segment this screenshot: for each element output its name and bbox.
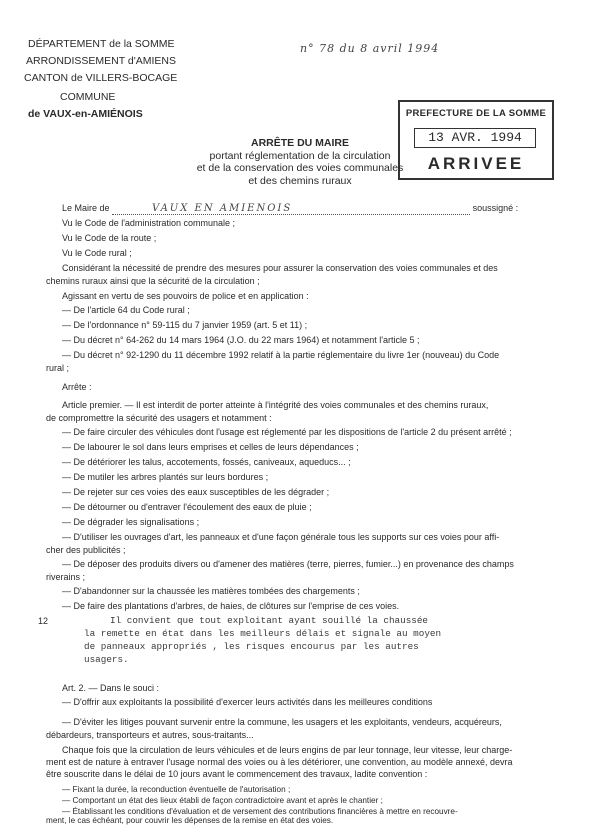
article-2-paragraph: être souscrite dans le délai de 10 jours avant le commencement des travaux, ladite convention : <box>46 769 428 779</box>
article-1-item: — De rejeter sur ces voies des eaux susceptibles de les dégrader ; <box>62 487 330 497</box>
typed-addition: Il convient que tout exploitant ayant souillé la chaussée <box>110 615 429 626</box>
maire-suffix: soussigné : <box>472 203 519 213</box>
issuer-header <box>22 38 177 121</box>
article-1-item: — De labourer le sol dans leurs emprises et celles de leurs dépendances ; <box>62 442 359 452</box>
canton-line: CANTON de VILLERS-BOCAGE <box>24 72 178 84</box>
title-line-4: et des chemins ruraux <box>248 174 352 187</box>
handwritten-reference: n° 78 du 8 avril 1994 <box>300 42 440 55</box>
maire-commune-field <box>112 203 470 215</box>
vu-line: Vu le Code de l'administration communale ; <box>62 218 235 228</box>
article-1-item: — De déposer des produits divers ou d'amener des matières (terre, pierres, fumier...) en provenance des champs <box>62 559 514 569</box>
article-1-item: cher des publicités ; <box>46 545 126 555</box>
maire-prefix: Le Maire de <box>62 203 110 213</box>
typed-addition: de panneaux appropriés , les risques encourus par les autres <box>84 641 419 652</box>
typed-addition: la remette en état dans les meilleurs délais et signale au moyen <box>84 628 442 639</box>
considerant-line: Considérant la nécessité de prendre des mesures pour assurer la conservation des voies communales et des <box>62 263 498 273</box>
maire-line <box>62 203 550 215</box>
article-1-item: — De détourner ou d'entraver l'écoulement des eaux de pluie ; <box>62 502 312 512</box>
article-1-item: riverains ; <box>46 572 86 582</box>
article-1-item: — De dégrader les signalisations ; <box>62 517 200 527</box>
application-item: rural ; <box>46 363 70 373</box>
item-number: 12 <box>38 616 49 626</box>
article-1-line: Article premier. — Il est interdit de porter atteinte à l'intégrité des voies communales et des chemins ruraux, <box>62 400 489 410</box>
commune-name: de VAUX-en-AMIÉNOIS <box>28 108 143 120</box>
considerant-line: chemins ruraux ainsi que la sécurité de la circulation ; <box>46 276 260 286</box>
article-1-item: — D'abandonner sur la chaussée les matières tombées des chargements ; <box>62 586 360 596</box>
article-2-heading: Art. 2. — Dans le souci : <box>62 683 160 693</box>
department-line: DÉPARTEMENT de la SOMME <box>28 38 175 50</box>
vu-line: Vu le Code de la route ; <box>62 233 157 243</box>
article-1-item: — D'utiliser les ouvrages d'art, les panneaux et d'une façon générale tous les supports sur ces voies pour affi- <box>62 532 500 542</box>
article-2-item: — D'offrir aux exploitants la possibilité d'exercer leurs activités dans les meilleures conditions <box>62 697 433 707</box>
article-2-item: — D'éviter les litiges pouvant survenir entre la commune, les usagers et les exploitants, vendeurs, acquéreurs, <box>62 717 502 727</box>
application-item: — Du décret n° 92-1290 du 11 décembre 1992 relatif à la partie réglementaire du livre 1er (nouveau) du Code <box>62 350 500 360</box>
title-line-1: ARRÊTE DU MAIRE <box>250 137 349 149</box>
article-2-item: débardeurs, transporteurs et autres, sous-traitants... <box>46 730 254 740</box>
stamp-prefecture: PREFECTURE DE LA SOMME <box>405 108 547 119</box>
application-item: — De l'ordonnance n° 59-115 du 7 janvier 1959 (art. 5 et 11) ; <box>62 320 308 330</box>
vu-line: Vu le Code rural ; <box>62 248 132 258</box>
agissant-line: Agissant en vertu de ses pouvoirs de police et en application : <box>62 291 309 301</box>
application-item: — Du décret n° 64-262 du 14 mars 1964 (J.O. du 22 mars 1964) et notamment l'article 5 ; <box>62 335 420 345</box>
document-title <box>160 137 440 187</box>
article-2-paragraph: ment est de nature à entraver l'usage normal des voies ou à les détériorer, une convention, au modèle annexé, devra <box>46 757 513 767</box>
stamp-date: 13 AVR. 1994 <box>414 128 536 148</box>
title-line-2: portant réglementation de la circulation <box>209 149 391 162</box>
convention-item: — Fixant la durée, la reconduction éventuelle de l'autorisation ; <box>62 785 291 794</box>
convention-item: — Établissant les conditions d'évaluation et de versement des contributions financières à mettre en recouvre- <box>62 807 458 816</box>
article-1-item: — De faire circuler des véhicules dont l'usage est réglementé par les dispositions de l'article 2 du présent arrêté ; <box>62 427 512 437</box>
article-1-item: — De détériorer les talus, accotements, fossés, caniveaux, aqueducs... ; <box>62 457 351 467</box>
article-2-paragraph: Chaque fois que la circulation de leurs véhicules et de leurs engins de par leur tonnage, leur vitesse, leur charge- <box>62 745 513 755</box>
application-item: — De l'article 64 du Code rural ; <box>62 305 190 315</box>
arrondissement-line: ARRONDISSEMENT d'AMIENS <box>26 55 177 67</box>
arrete-label: Arrête : <box>62 382 92 392</box>
convention-item: ment, le cas échéant, pour couvrir les dépenses de la remise en état des voies. <box>46 816 334 825</box>
article-1-item: — De faire des plantations d'arbres, de haies, de clôtures sur l'emprise de ces voies. <box>62 601 400 611</box>
title-line-3: et de la conservation des voies communales <box>196 162 404 174</box>
convention-item: — Comportant un état des lieux établi de façon contradictoire avant et après le chantier ; <box>62 796 383 805</box>
article-1-item: — De mutiler les arbres plantés sur leurs bordures ; <box>62 472 269 482</box>
commune-label: COMMUNE <box>60 91 116 103</box>
maire-commune-name: VAUX EN AMIENOIS <box>152 203 293 214</box>
stamp-status: ARRIVEE <box>427 154 525 173</box>
article-1-line: de compromettre la sécurité des usagers et notamment : <box>46 413 272 423</box>
typed-addition: usagers. <box>84 654 129 665</box>
